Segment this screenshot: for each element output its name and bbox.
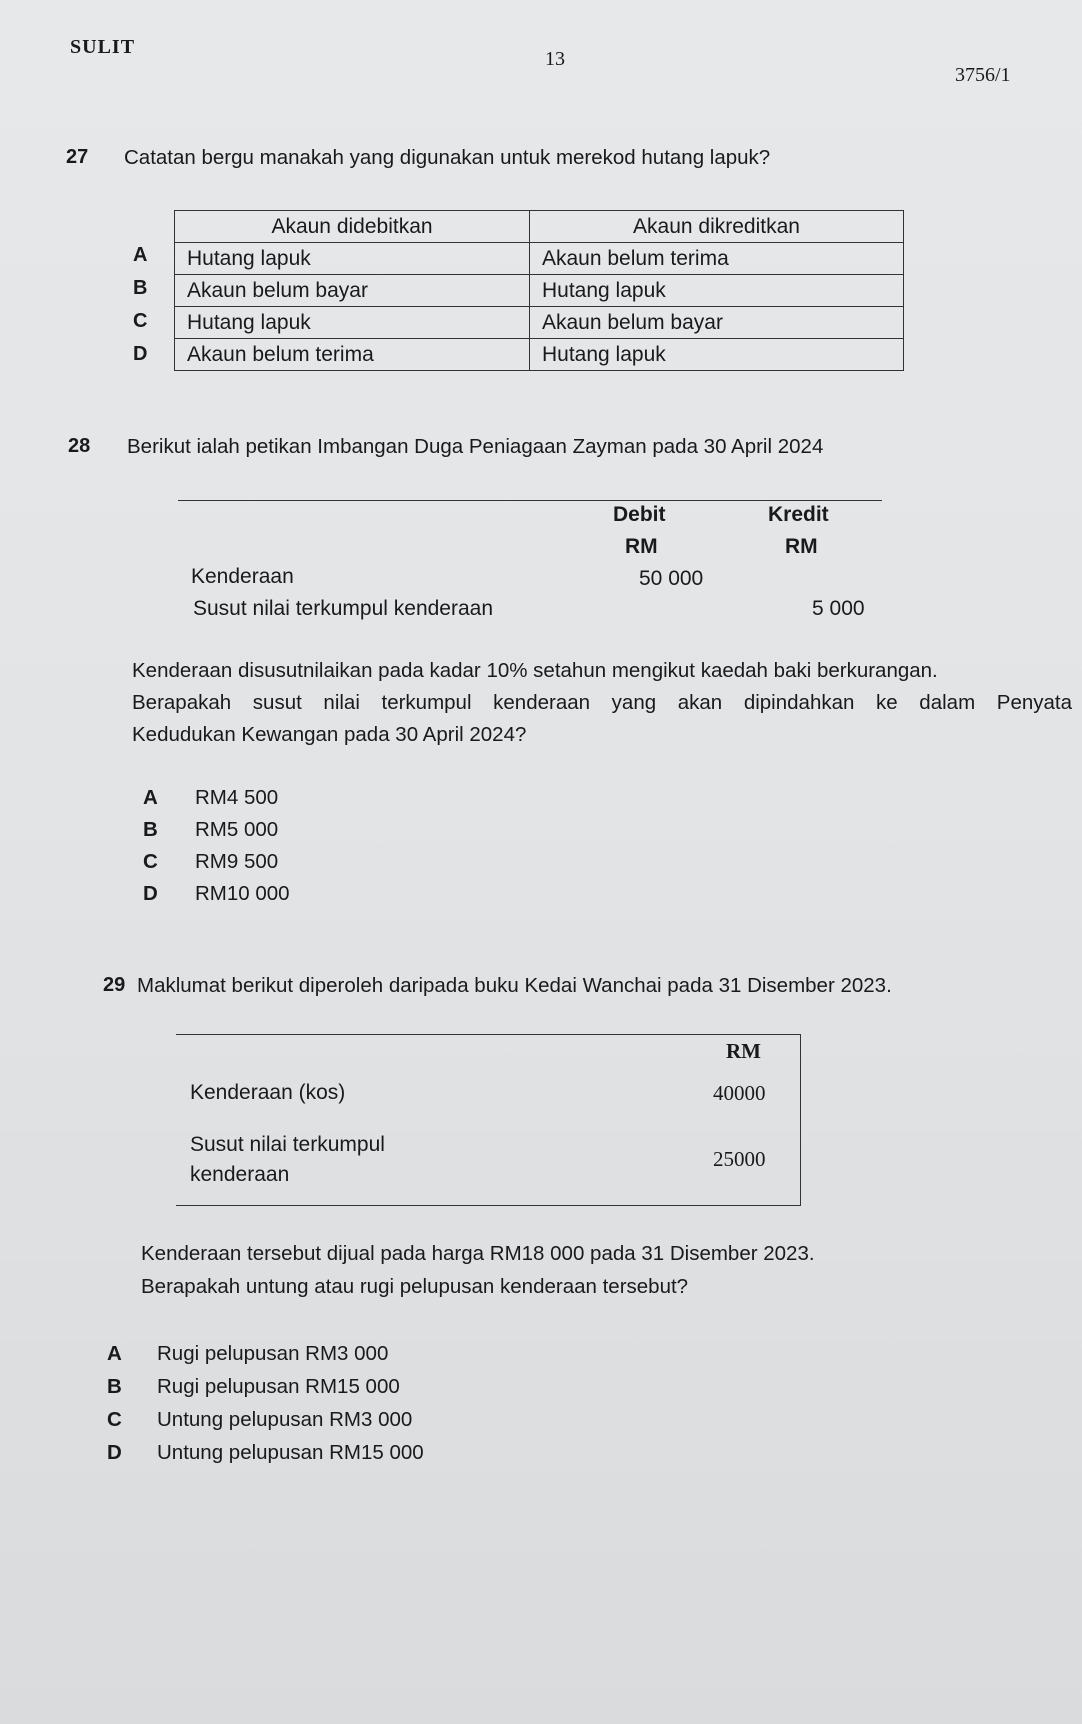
q27-letter-b: B <box>133 277 148 299</box>
q29-option-a-text: Rugi pelupusan RM3 000 <box>157 1342 389 1365</box>
table-row <box>175 243 904 275</box>
q27-a-credit: Akaun belum terima <box>530 243 904 275</box>
q27-number: 27 <box>66 146 89 168</box>
q29-number: 29 <box>103 974 126 996</box>
q28-para2b: Kedudukan Kewangan pada 30 April 2024? <box>132 723 527 746</box>
q29-option-d-letter: D <box>107 1441 122 1464</box>
q27-b-credit: Hutang lapuk <box>530 275 904 307</box>
q28-option-b[interactable] <box>143 814 278 846</box>
q27-col-debit: Akaun didebitkan <box>175 211 530 243</box>
header-sulit: SULIT <box>70 36 136 58</box>
q28-option-c-text: RM9 500 <box>195 850 279 873</box>
q27-c-credit: Akaun belum bayar <box>530 307 904 339</box>
paper-code: 3756/1 <box>955 64 1011 86</box>
q27-text: Catatan bergu manakah yang digunakan untuk merekod hutang lapuk? <box>124 146 771 169</box>
q28-option-a[interactable] <box>143 782 278 814</box>
table-row <box>175 339 904 371</box>
q29-row1-value: 40000 <box>713 1081 766 1105</box>
q28-option-a-letter: A <box>143 786 158 809</box>
q27-table-header <box>175 211 904 243</box>
q27-col-credit: Akaun dikreditkan <box>530 211 904 243</box>
q29-para1: Kenderaan tersebut dijual pada harga RM18 000 pada 31 Disember 2023. <box>141 1242 815 1265</box>
q29-row2-label-a: Susut nilai terkumpul <box>190 1133 385 1156</box>
q27-letter-c: C <box>133 310 148 332</box>
q27-option-letters <box>133 244 153 376</box>
q28-option-c-letter: C <box>143 850 158 873</box>
q27-c-debit: Hutang lapuk <box>175 307 530 339</box>
q29-row1-label: Kenderaan (kos) <box>190 1081 346 1104</box>
q28-top-rule <box>178 500 882 501</box>
q29-option-a-letter: A <box>107 1342 122 1365</box>
q29-intro: Maklumat berikut diperoleh daripada buku Kedai Wanchai pada 31 Disember 2023. <box>137 974 892 997</box>
q28-intro: Berikut ialah petikan Imbangan Duga Peniagaan Zayman pada 30 April 2024 <box>127 435 824 458</box>
q28-option-c[interactable] <box>143 846 278 878</box>
q29-option-d[interactable] <box>107 1437 424 1469</box>
q29-option-a[interactable] <box>107 1338 388 1370</box>
q27-letter-d: D <box>133 343 148 365</box>
table-row <box>175 275 904 307</box>
q28-number: 28 <box>68 435 91 457</box>
q27-d-debit: Akaun belum terima <box>175 339 530 371</box>
q28-row2-credit: 5 000 <box>812 597 865 620</box>
q28-row1-label: Kenderaan <box>191 565 294 588</box>
q27-b-debit: Akaun belum bayar <box>175 275 530 307</box>
q28-option-d-text: RM10 000 <box>195 882 290 905</box>
q28-option-d-letter: D <box>143 882 158 905</box>
q28-para1: Kenderaan disusutnilaikan pada kadar 10% setahun mengikut kaedah baki berkurangan. <box>132 659 938 682</box>
q29-info-box <box>176 1034 801 1206</box>
q28-unit-credit: RM <box>785 535 818 558</box>
q28-unit-debit: RM <box>625 535 658 558</box>
q29-option-c-letter: C <box>107 1408 122 1431</box>
q28-col-credit: Kredit <box>768 503 829 526</box>
q29-option-b-text: Rugi pelupusan RM15 000 <box>157 1375 400 1398</box>
page-number: 13 <box>545 48 565 70</box>
q29-para2: Berapakah untung atau rugi pelupusan kenderaan tersebut? <box>141 1275 689 1298</box>
q28-para2a: Berapakah susut nilai terkumpul kenderaan yang akan dipindahkan ke dalam Penyata <box>132 691 1072 714</box>
q29-unit: RM <box>726 1039 761 1063</box>
q29-row2-value: 25000 <box>713 1147 766 1171</box>
q28-col-debit: Debit <box>613 503 666 526</box>
q29-row2-label-b: kenderaan <box>190 1163 290 1186</box>
q29-option-c[interactable] <box>107 1404 412 1436</box>
q27-d-credit: Hutang lapuk <box>530 339 904 371</box>
q29-option-d-text: Untung pelupusan RM15 000 <box>157 1441 424 1464</box>
q27-a-debit: Hutang lapuk <box>175 243 530 275</box>
table-row <box>175 307 904 339</box>
q29-option-b[interactable] <box>107 1371 400 1403</box>
q27-letter-a: A <box>133 244 148 266</box>
q28-row2-label: Susut nilai terkumpul kenderaan <box>193 597 494 620</box>
q29-option-c-text: Untung pelupusan RM3 000 <box>157 1408 413 1431</box>
q27-table <box>174 210 904 371</box>
q28-row1-debit: 50 000 <box>639 567 704 590</box>
q28-option-b-text: RM5 000 <box>195 818 279 841</box>
q29-option-b-letter: B <box>107 1375 122 1398</box>
q28-option-b-letter: B <box>143 818 158 841</box>
q28-option-d[interactable] <box>143 878 290 910</box>
q28-option-a-text: RM4 500 <box>195 786 279 809</box>
